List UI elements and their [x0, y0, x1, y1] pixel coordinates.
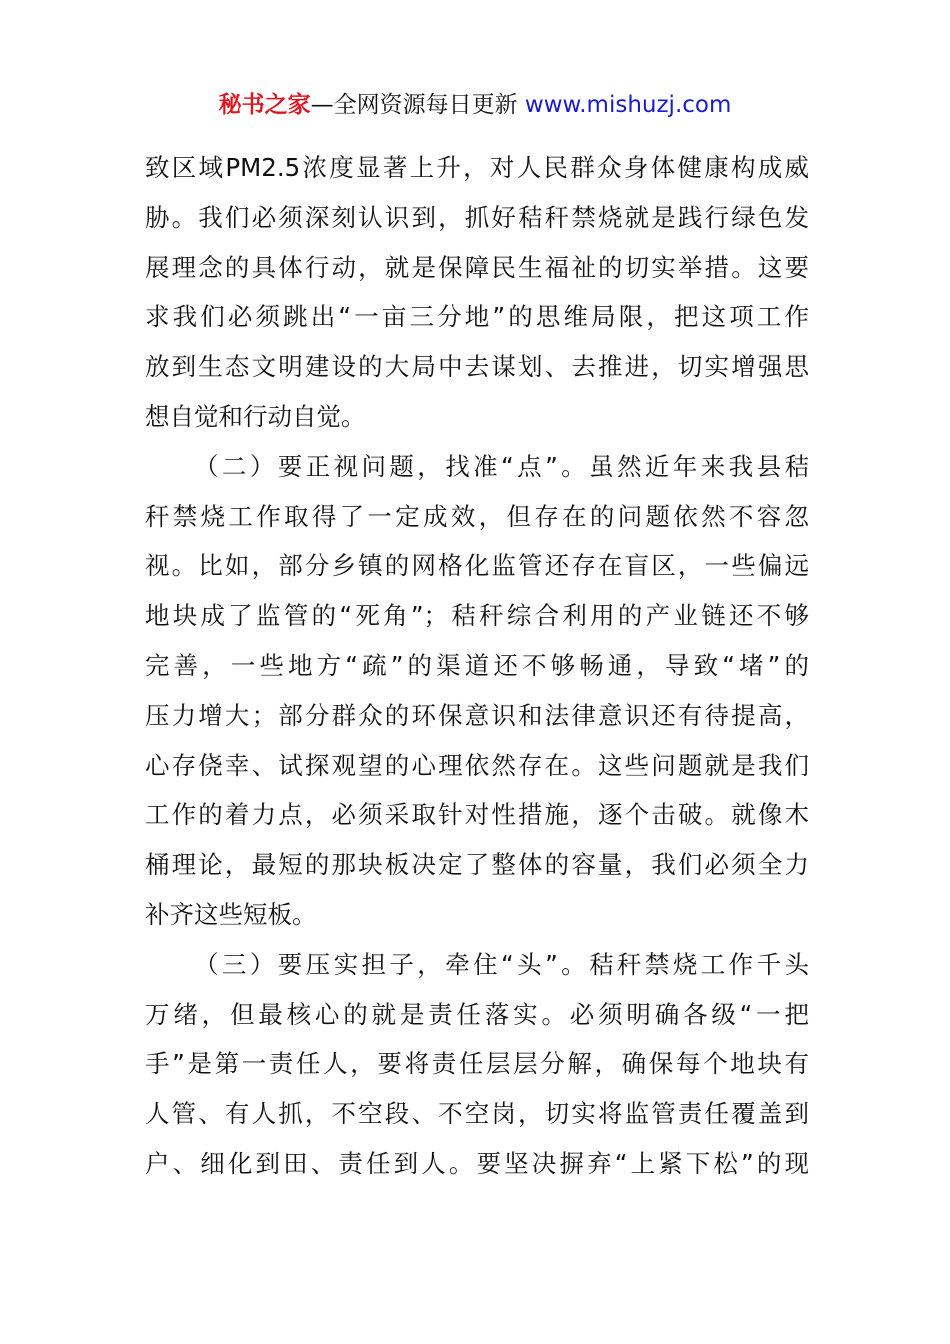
text-line: 人管、有人抓，不空段、不空岗，切实将监管责任覆盖到 — [145, 1099, 809, 1129]
text-line: 心存侥幸、试探观望的心理依然存在。这些问题就是我们 — [145, 750, 809, 780]
paragraph-heading-3: （三）要压实担子，牵住“头”。秸秆禁烧工作千头 — [194, 949, 809, 979]
text-line: 展理念的具体行动，就是保障民生福祉的切实举措。这要 — [145, 252, 809, 282]
site-url-link[interactable]: www.mishuzj.com — [524, 92, 732, 118]
text-line: 万绪，但最核心的就是责任落实。必须明确各级“一把 — [145, 999, 809, 1029]
text-line: 地块成了监管的“死角”；秸秆综合利用的产业链还不够 — [145, 601, 809, 631]
text-line: 胁。我们必须深刻认识到，抓好秸秆禁烧就是践行绿色发 — [145, 202, 809, 232]
brand-name: 秘书之家 — [218, 92, 311, 118]
text-line: 求我们必须跳出“一亩三分地”的思维局限，把这项工作 — [145, 302, 809, 332]
text-line: 致区域PM2.5浓度显著上升，对人民群众身体健康构成威 — [145, 153, 809, 182]
header-slogan: —全网资源每日更新 — [310, 92, 518, 118]
paragraph-heading-2: （二）要正视问题，找准“点”。虽然近年来我县秸 — [194, 451, 809, 481]
text-line: 手”是第一责任人，要将责任层层分解，确保每个地块有 — [145, 1049, 809, 1079]
text-line: 秆禁烧工作取得了一定成效，但存在的问题依然不容忽 — [145, 501, 809, 531]
text-line: 补齐这些短板。 — [145, 899, 317, 929]
page-header — [0, 88, 950, 122]
text-line: 放到生态文明建设的大局中去谋划、去推进，切实增强思 — [145, 352, 809, 382]
text-line: 视。比如，部分乡镇的网格化监管还存在盲区，一些偏远 — [145, 551, 809, 581]
text-line: 压力增大；部分群众的环保意识和法律意识还有待提高， — [145, 700, 809, 730]
text-line: 想自觉和行动自觉。 — [145, 401, 366, 431]
text-line: 工作的着力点，必须采取针对性措施，逐个击破。就像木 — [145, 800, 809, 830]
text-line: 户、细化到田、责任到人。要坚决摒弃“上紧下松”的现 — [145, 1148, 809, 1178]
document-body — [145, 143, 809, 1189]
text-line: 完善，一些地方“疏”的渠道还不够畅通，导致“堵”的 — [145, 650, 809, 680]
text-line: 桶理论，最短的那块板决定了整体的容量，我们必须全力 — [145, 850, 809, 880]
